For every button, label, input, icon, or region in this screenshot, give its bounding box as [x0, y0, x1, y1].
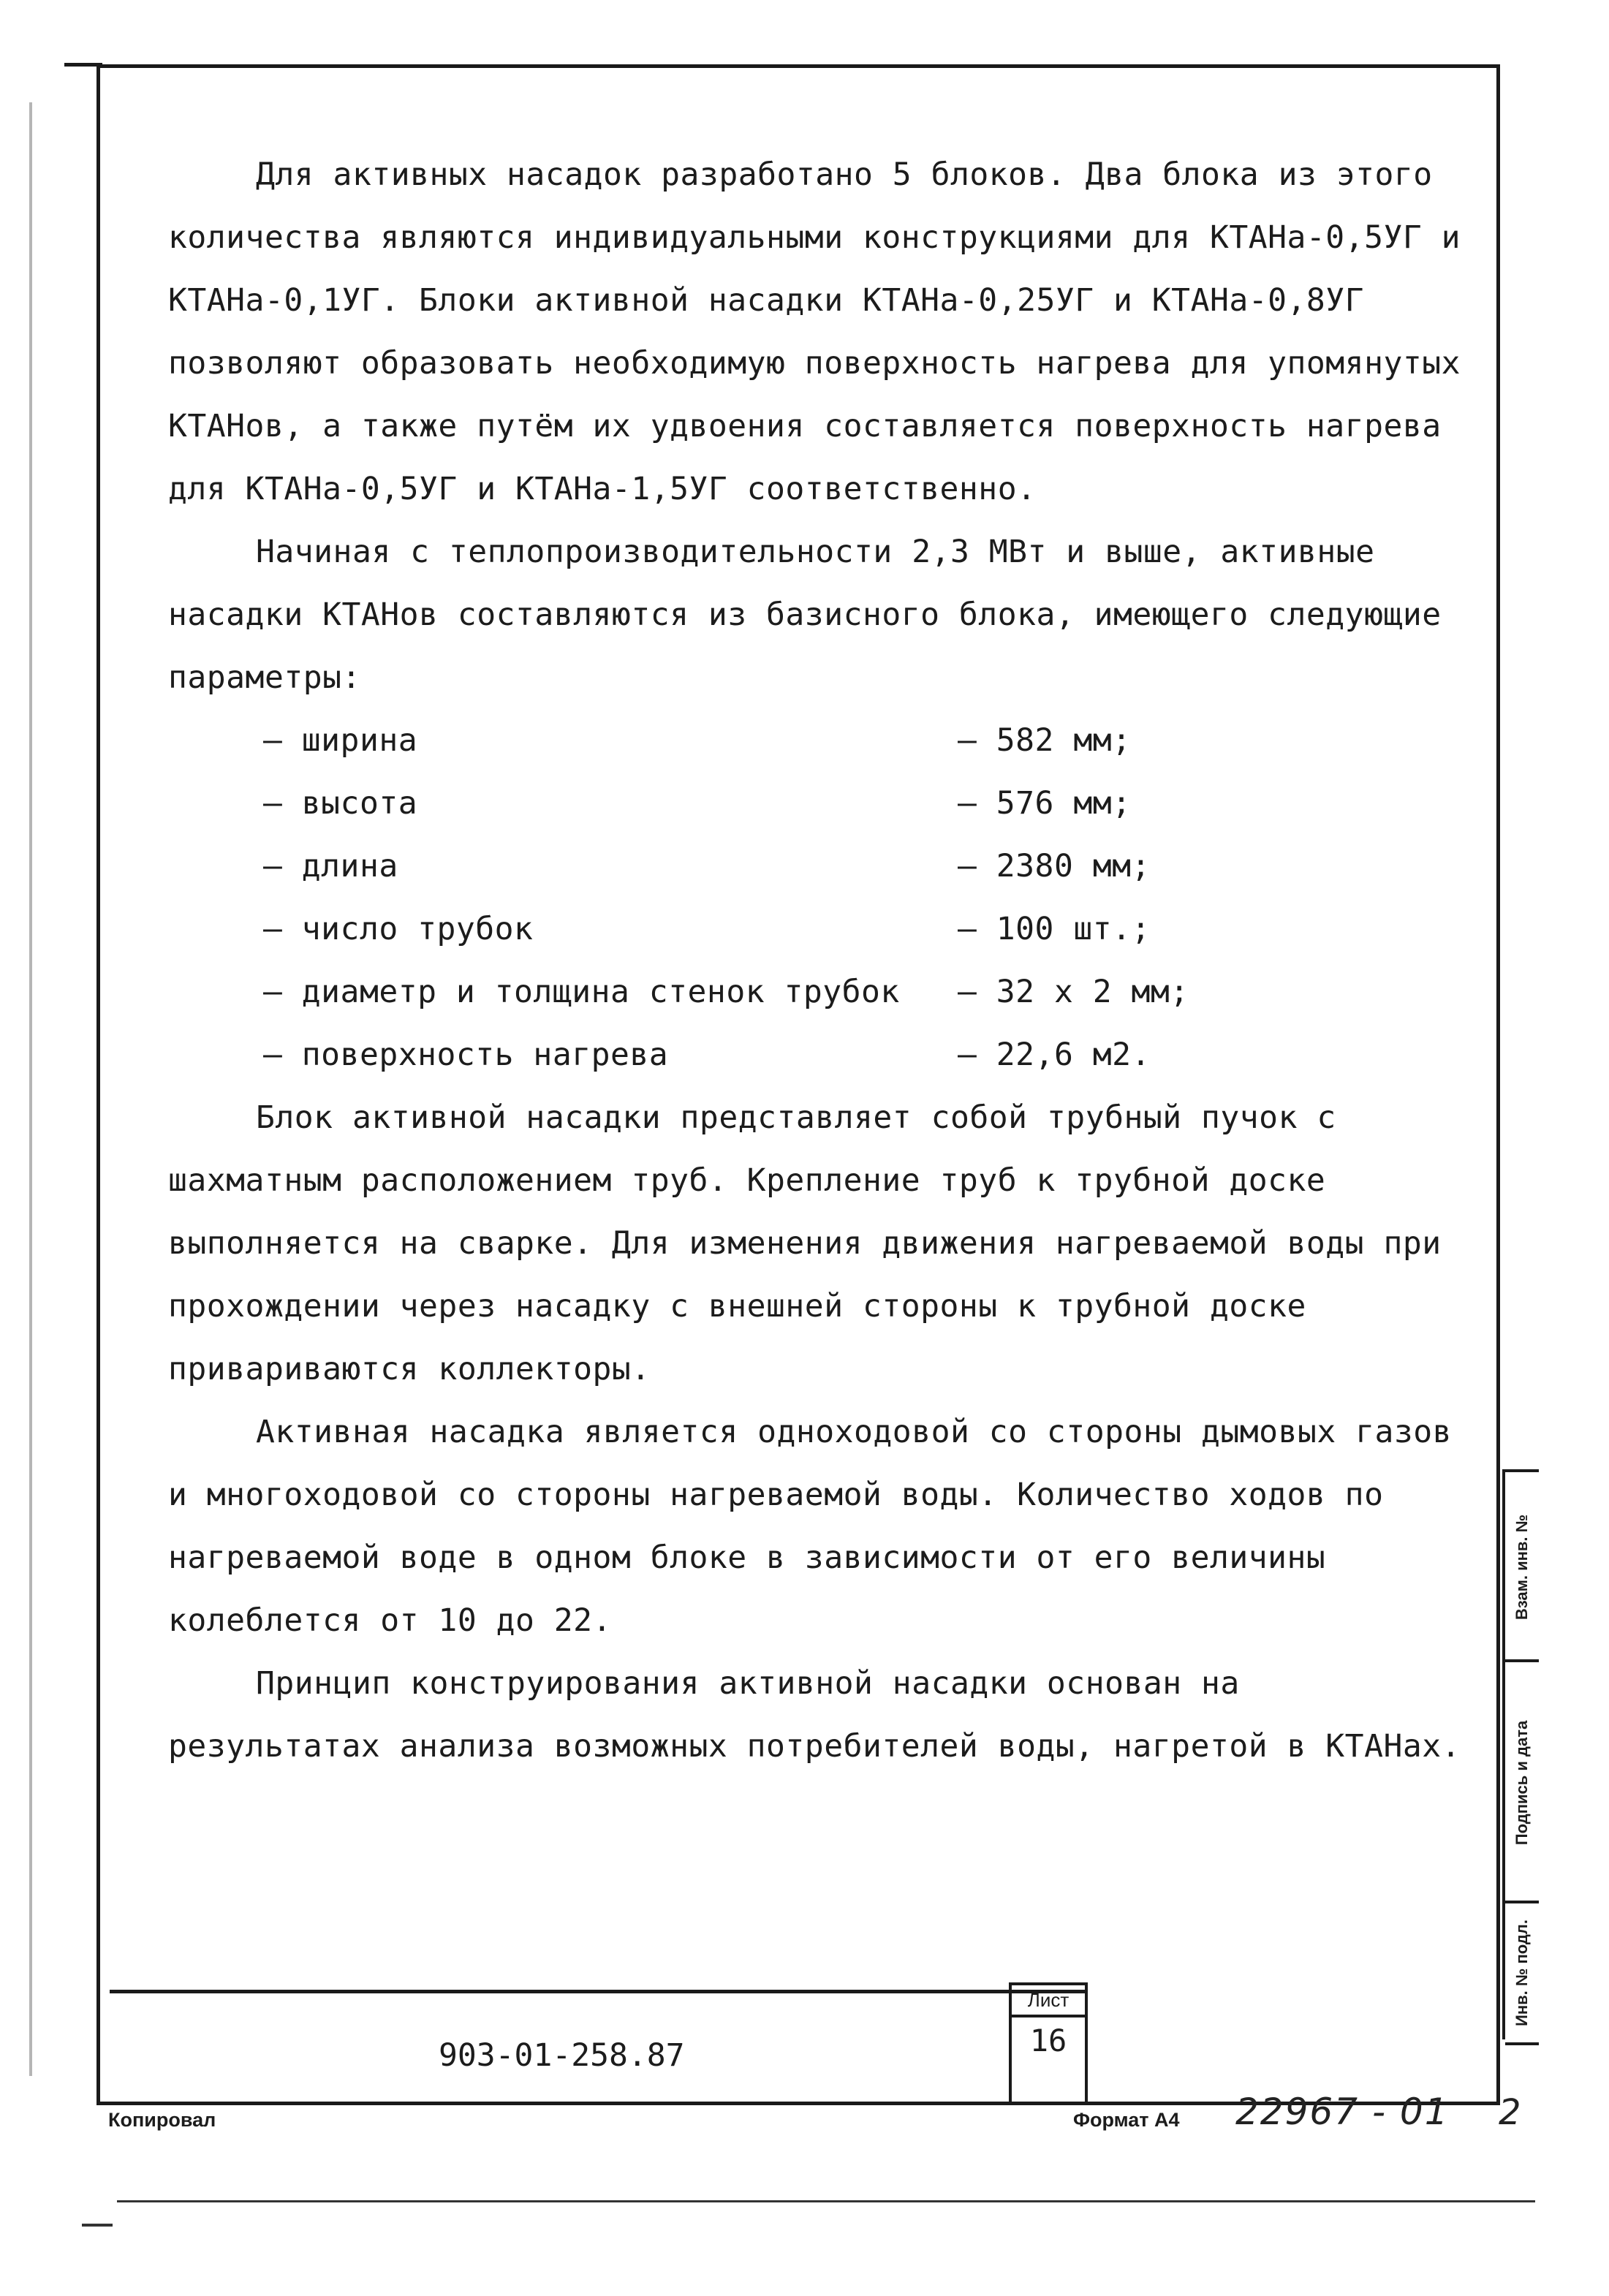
- left-scan-edge: [29, 102, 32, 2076]
- paragraph-3: Блок активной насадки представляет собой трубный пучок с шахматным расположением труб. Крепление труб к трубной доске выполняется на сварке. Для изменения движения нагреваемой воды при прохождении через насадку с внешней стороны к трубной доске привариваются коллекторы.: [168, 1099, 1442, 1387]
- document-body: [168, 143, 1462, 1778]
- param-name: – высота: [263, 785, 418, 822]
- param-name: – ширина: [263, 722, 418, 759]
- param-row: [263, 898, 1462, 961]
- handwritten-page: 2: [1499, 2092, 1521, 2133]
- param-value: – 576 мм;: [958, 785, 1132, 822]
- param-name: – длина: [263, 848, 398, 884]
- paragraph-1: Для активных насадок разработано 5 блоков. Два блока из этого количества являются индивидуальными конструкциями для КТАНа-0,5УГ и КТАНа-0,1УГ. Блоки активной насадки КТАНа-0,25УГ и КТАНа-0,8УГ позволяют образовать необходимую поверхность нагрева для упомянутых КТАНов, а также путём их удвоения составляется поверхность нагрева для КТАНа-0,5УГ и КТАНа-1,5УГ соответственно.: [168, 156, 1461, 507]
- param-row: [263, 709, 1462, 772]
- bottom-rule: [117, 2200, 1535, 2202]
- title-block: [110, 1990, 1086, 2109]
- param-row: [263, 772, 1462, 835]
- sheet-box: [1009, 1982, 1088, 2105]
- side-stamp-signature-date: Подпись и дата: [1505, 1659, 1539, 1903]
- side-stamp-inv-no: Инв. № подл.: [1505, 1901, 1539, 2045]
- param-name: – диаметр и толщина стенок трубок: [263, 974, 900, 1010]
- handwritten-number: 22967 - 01: [1235, 2091, 1450, 2133]
- param-row: [263, 1023, 1462, 1086]
- param-value: – 582 мм;: [958, 722, 1132, 759]
- param-value: – 100 шт.;: [958, 911, 1151, 947]
- param-row: [263, 835, 1462, 898]
- paragraph-2: Начиная с теплопроизводительности 2,3 МВт и выше, активные насадки КТАНов составляются из базисного блока, имеющего следующие параметры:: [168, 534, 1442, 696]
- param-row: [263, 961, 1462, 1023]
- copied-label: Копировал: [108, 2109, 216, 2131]
- sheet-number: 16: [1029, 2023, 1067, 2058]
- param-value: – 22,6 м2.: [958, 1037, 1151, 1073]
- sheet-label: Лист: [1012, 1982, 1085, 2017]
- document-code: 903-01-258.87: [439, 2037, 685, 2074]
- param-name: – поверхность нагрева: [263, 1037, 669, 1073]
- bottom-dash: [82, 2224, 113, 2227]
- param-value: – 2380 мм;: [958, 848, 1151, 884]
- parameters-list: [263, 709, 1462, 1086]
- paragraph-4: Активная насадка является одноходовой со стороны дымовых газов и многоходовой со стороны нагреваемой воды. Количество ходов по нагреваемой воде в одном блоке в зависимости от его величины колеблется от 10 до 22.: [168, 1414, 1453, 1639]
- paragraph-5: Принцип конструирования активной насадки основан на результатах анализа возможных потребителей воды, нагретой в КТАНах.: [168, 1665, 1461, 1765]
- format-label: Формат А4: [1073, 2109, 1180, 2131]
- side-stamp-replace-inv: Взам. инв. №: [1505, 1469, 1539, 1662]
- param-name: – число трубок: [263, 911, 534, 947]
- side-stamp: [1502, 1469, 1539, 2039]
- param-value: – 32 х 2 мм;: [958, 974, 1189, 1010]
